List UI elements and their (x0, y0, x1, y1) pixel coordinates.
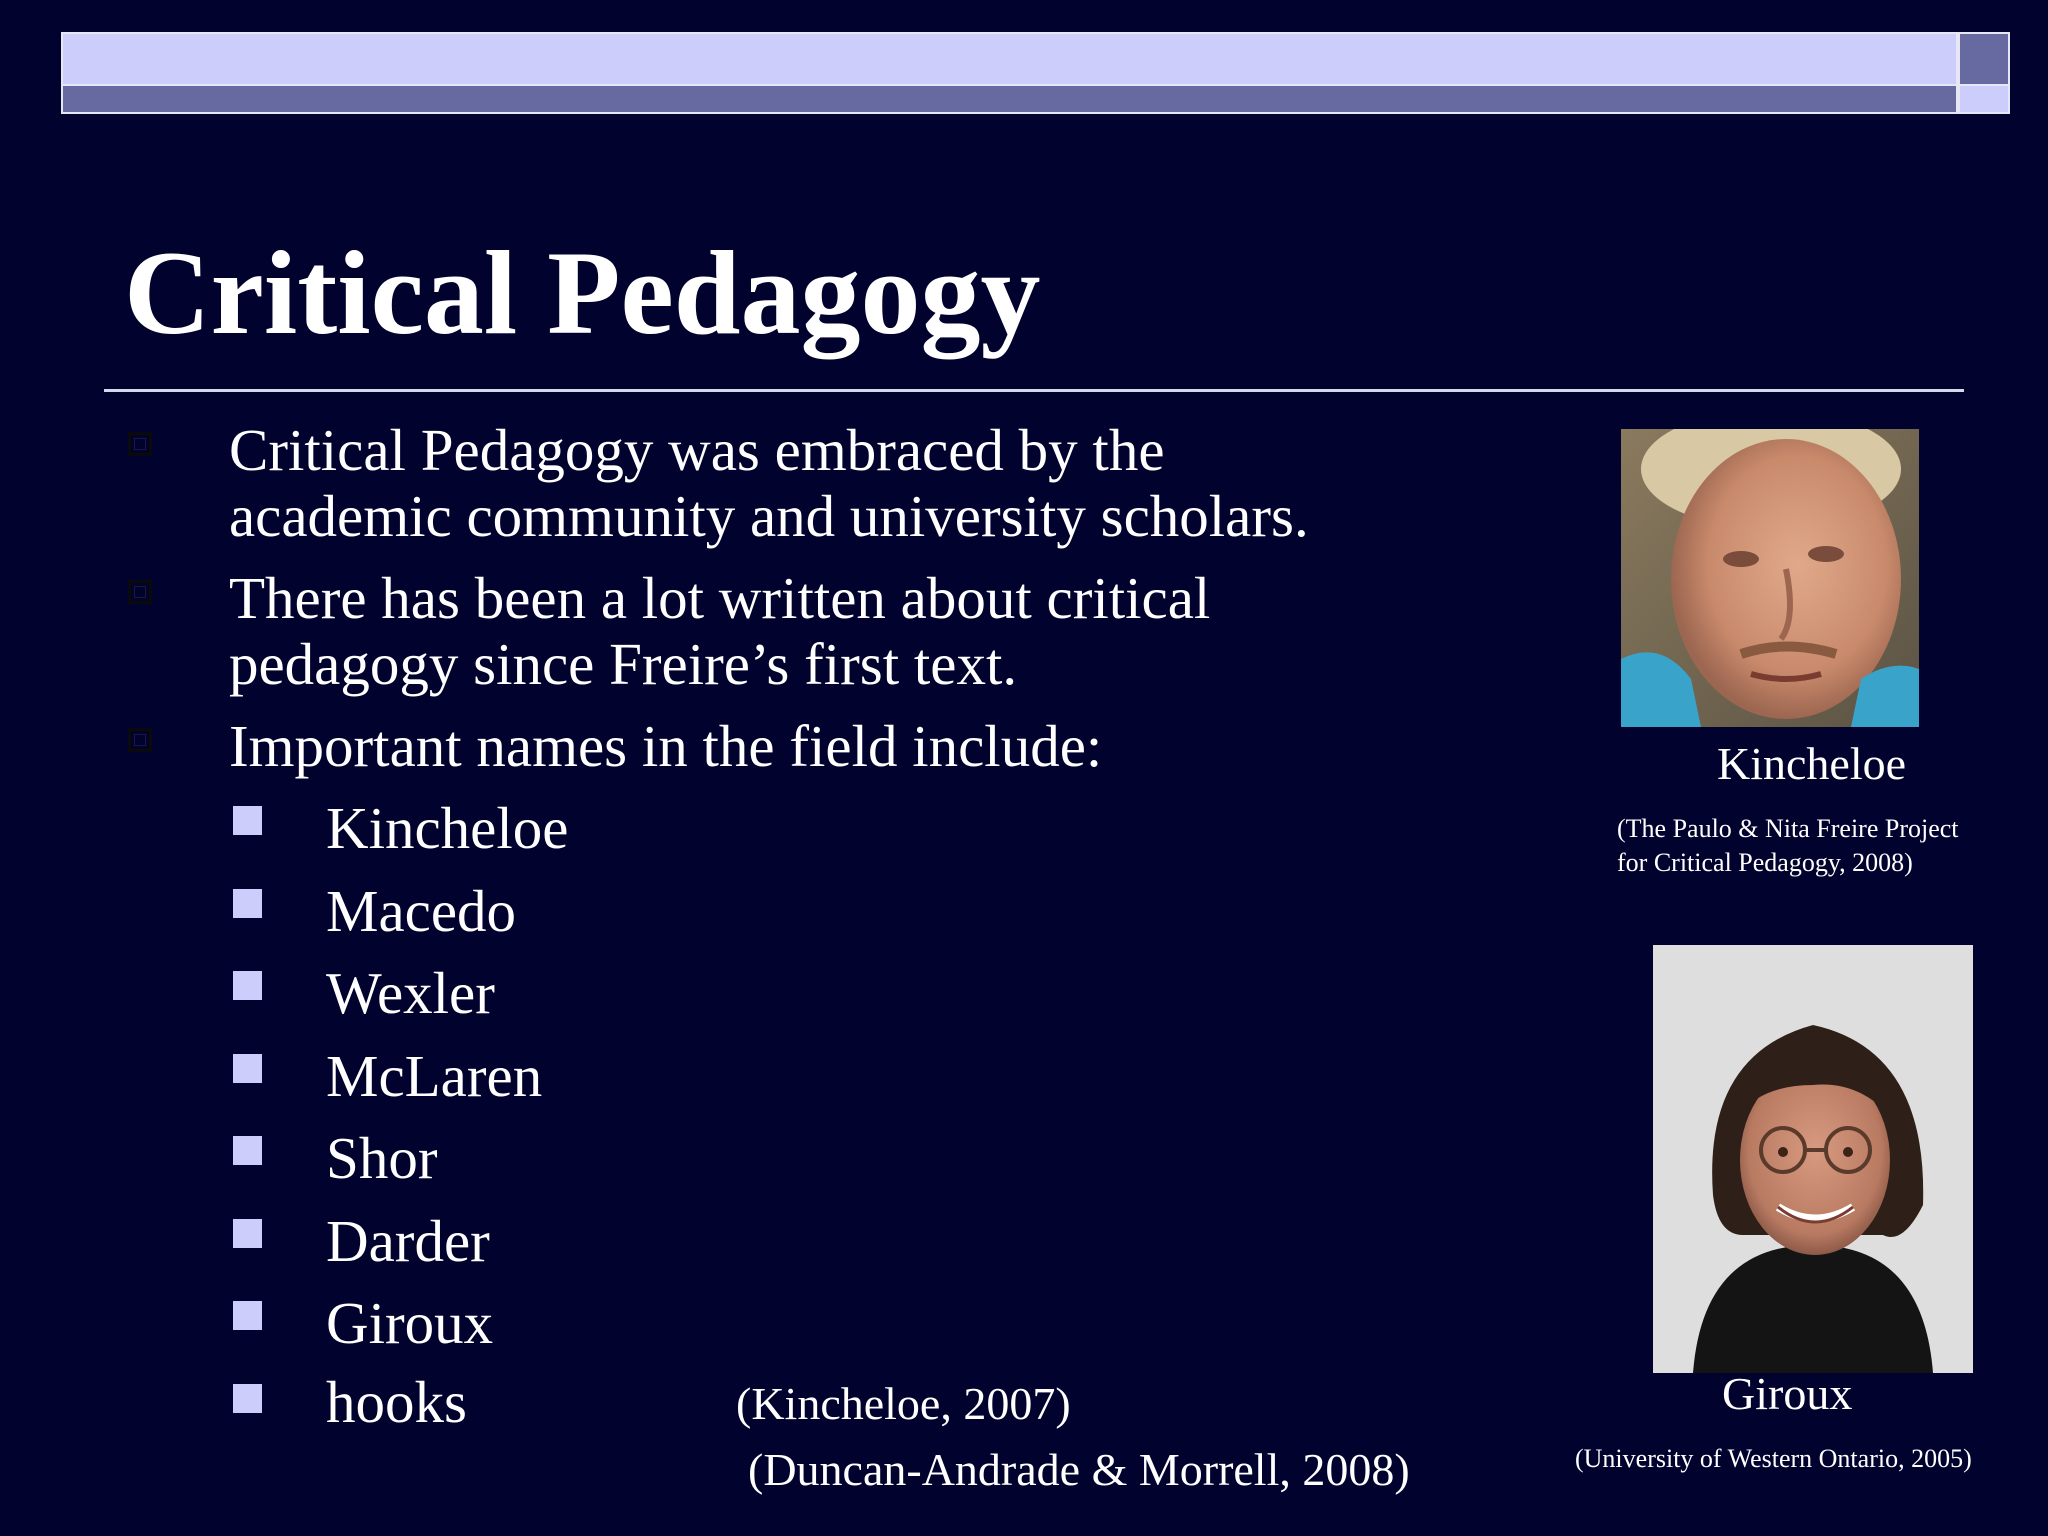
portrait-photo-giroux (1653, 945, 1973, 1373)
caption-giroux: Giroux (1722, 1368, 1853, 1419)
name-item-darder: Darder (326, 1208, 490, 1274)
name-item-kincheloe: Kincheloe (326, 795, 569, 861)
citation-kincheloe-2007: (Kincheloe, 2007) (736, 1378, 1071, 1429)
header-corner-square-dark (1960, 34, 2008, 84)
sub-bullet-marker (233, 889, 262, 918)
bullet-marker (128, 728, 152, 752)
sub-bullet-marker (233, 1384, 262, 1413)
photo-credit-kincheloe-line-1: (The Paulo & Nita Freire Project (1617, 814, 1959, 843)
name-item-wexler: Wexler (326, 960, 495, 1026)
sub-bullet-marker (233, 1136, 262, 1165)
slide-title: Critical Pedagogy (124, 226, 1041, 359)
caption-kincheloe: Kincheloe (1717, 738, 1907, 789)
header-corner-square-light (1960, 86, 2008, 112)
name-item-shor: Shor (326, 1125, 438, 1191)
bullet-marker (128, 580, 152, 604)
bullet-1-line-1: Critical Pedagogy was embraced by the (229, 417, 1165, 483)
bullet-1-line-2: academic community and university scholars. (229, 483, 1309, 549)
portrait-photo-kincheloe (1621, 429, 1919, 727)
header-band-light (63, 34, 1956, 84)
bullet-2-line-2: pedagogy since Freire’s first text. (229, 631, 1018, 697)
photo-credit-giroux: (University of Western Ontario, 2005) (1575, 1444, 1972, 1473)
name-item-hooks: hooks (326, 1369, 467, 1435)
name-item-macedo: Macedo (326, 878, 517, 944)
name-item-mclaren: McLaren (326, 1043, 543, 1109)
sub-bullet-marker (233, 971, 262, 1000)
header-band-dark (63, 86, 1956, 112)
sub-bullet-marker (233, 1054, 262, 1083)
citation-duncan-andrade-morrell-2008: (Duncan-Andrade & Morrell, 2008) (748, 1444, 1410, 1495)
portrait-kincheloe-image (1621, 429, 1919, 727)
photo-credit-kincheloe-line-2: for Critical Pedagogy, 2008) (1617, 848, 1913, 877)
header-divider-horizontal (63, 84, 2008, 86)
sub-bullet-marker (233, 806, 262, 835)
bullet-2-line-1: There has been a lot written about critical (229, 565, 1211, 631)
title-underline (104, 389, 1964, 392)
bullet-3-line-1: Important names in the field include: (229, 713, 1103, 779)
sub-bullet-marker (233, 1219, 262, 1248)
header-decoration-bar (61, 32, 2010, 114)
name-item-giroux: Giroux (326, 1290, 494, 1356)
bullet-marker (128, 432, 152, 456)
portrait-giroux-image (1653, 945, 1973, 1373)
sub-bullet-marker (233, 1301, 262, 1330)
